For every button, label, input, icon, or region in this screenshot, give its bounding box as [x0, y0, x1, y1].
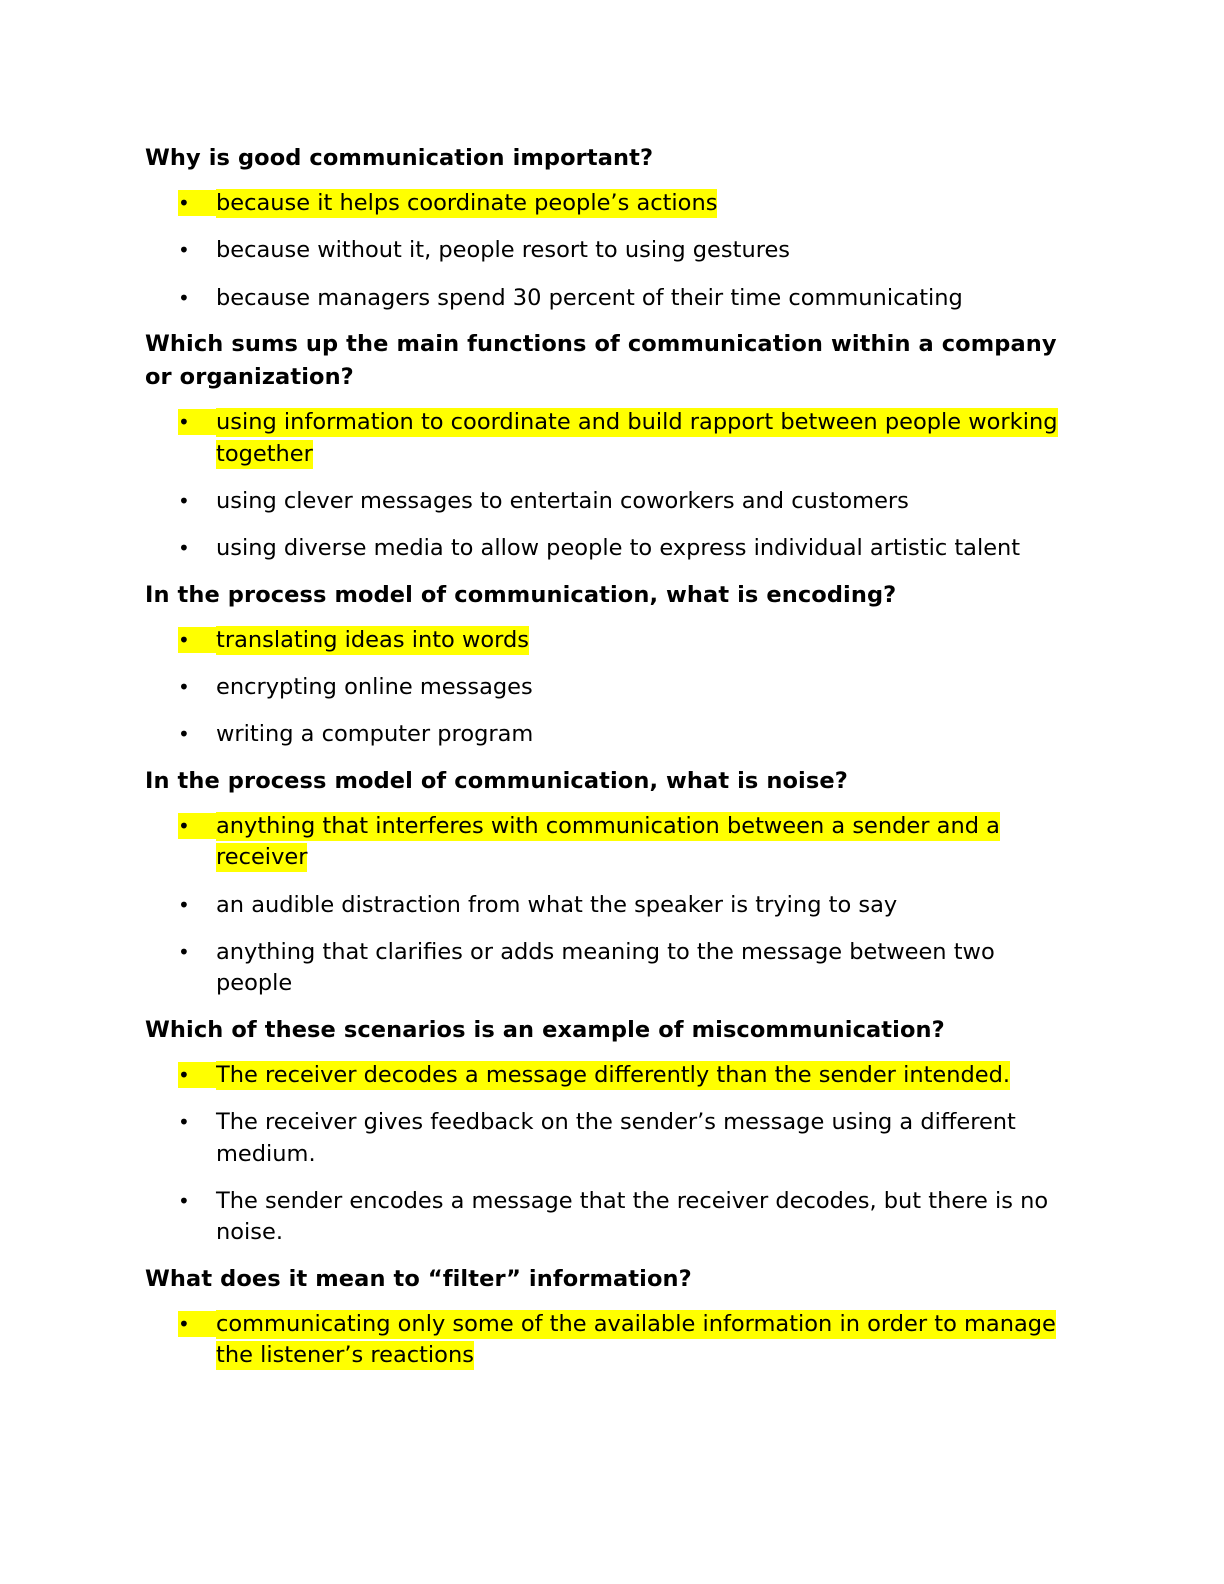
answer-item: [145, 890, 1075, 922]
answer-text: anything that interferes with communication between a sender and a receiver: [216, 812, 1000, 871]
question-block: [145, 579, 1075, 751]
answer-text: because without it, people resort to using gestures: [216, 237, 791, 264]
answer-list: [145, 811, 1075, 1000]
answer-text: writing a computer program: [216, 721, 534, 748]
bullet-icon: •: [178, 722, 190, 747]
answer-list: [145, 188, 1075, 314]
question-text: What does it mean to “filter” information?: [145, 1265, 692, 1292]
answer-text: anything that clarifies or adds meaning to the message between two people: [216, 938, 995, 997]
bullet-icon: •: [178, 488, 190, 513]
answer-item: [145, 719, 1075, 751]
question-block: [145, 142, 1075, 314]
question-text: In the process model of communication, what is noise?: [145, 767, 848, 794]
question-text: Which sums up the main functions of communication within a company or organization?: [145, 331, 1057, 391]
question-block: [145, 1014, 1075, 1249]
answer-item: [145, 533, 1075, 565]
bullet-icon: •: [178, 813, 216, 839]
answer-item: [145, 1186, 1075, 1249]
bullet-icon: •: [178, 1311, 216, 1337]
bullet-icon: •: [178, 674, 190, 699]
answer-text: translating ideas into words: [216, 626, 529, 653]
document-page: [145, 142, 1075, 1386]
bullet-icon: •: [178, 238, 190, 263]
answer-list: [145, 1060, 1075, 1249]
bullet-icon: •: [178, 285, 190, 310]
answer-item: [145, 937, 1075, 1000]
answer-item-highlighted: [145, 1060, 1075, 1092]
answer-item-highlighted: [145, 811, 1075, 874]
answer-item-highlighted: [145, 1309, 1075, 1372]
answer-item: [145, 672, 1075, 704]
answer-text: The receiver decodes a message differently than the sender intended.: [216, 1061, 1011, 1088]
answer-item: [145, 1107, 1075, 1170]
answer-item: [145, 235, 1075, 267]
answer-text: The receiver gives feedback on the sender’s message using a different medium.: [216, 1109, 1016, 1167]
answer-text: using clever messages to entertain coworkers and customers: [216, 487, 909, 514]
answer-list: [145, 1309, 1075, 1372]
answer-item-highlighted: [145, 407, 1075, 470]
bullet-icon: •: [178, 536, 190, 561]
bullet-icon: •: [178, 1188, 190, 1213]
question-text: In the process model of communication, what is encoding?: [145, 581, 897, 608]
answer-item-highlighted: [145, 188, 1075, 220]
answer-text: an audible distraction from what the speaker is trying to say: [216, 891, 898, 918]
bullet-icon: •: [178, 939, 190, 964]
bullet-icon: •: [178, 627, 216, 653]
answer-item: [145, 486, 1075, 518]
answer-item-highlighted: [145, 625, 1075, 657]
answer-list: [145, 625, 1075, 751]
bullet-icon: •: [178, 190, 216, 216]
question-text: Why is good communication important?: [145, 145, 654, 171]
bullet-icon: •: [178, 1110, 190, 1135]
answer-text: because managers spend 30 percent of their time communicating: [216, 284, 963, 311]
bullet-icon: •: [178, 409, 216, 435]
answer-text: because it helps coordinate people’s actions: [216, 190, 718, 216]
answer-text: The sender encodes a message that the receiver decodes, but there is no noise.: [216, 1187, 1049, 1246]
bullet-icon: •: [178, 1062, 216, 1088]
question-block: [145, 765, 1075, 1000]
answer-text: using diverse media to allow people to express individual artistic talent: [216, 535, 1021, 562]
answer-text: encrypting online messages: [216, 673, 533, 700]
question-text: Which of these scenarios is an example of miscommunication?: [145, 1016, 945, 1043]
bullet-icon: •: [178, 892, 190, 917]
question-block: [145, 328, 1075, 565]
answer-item: [145, 283, 1075, 315]
answer-text: communicating only some of the available information in order to manage the listener’s reactions: [216, 1310, 1056, 1369]
answer-text: using information to coordinate and build rapport between people working together: [216, 409, 1058, 467]
answer-list: [145, 407, 1075, 565]
question-block: [145, 1263, 1075, 1372]
